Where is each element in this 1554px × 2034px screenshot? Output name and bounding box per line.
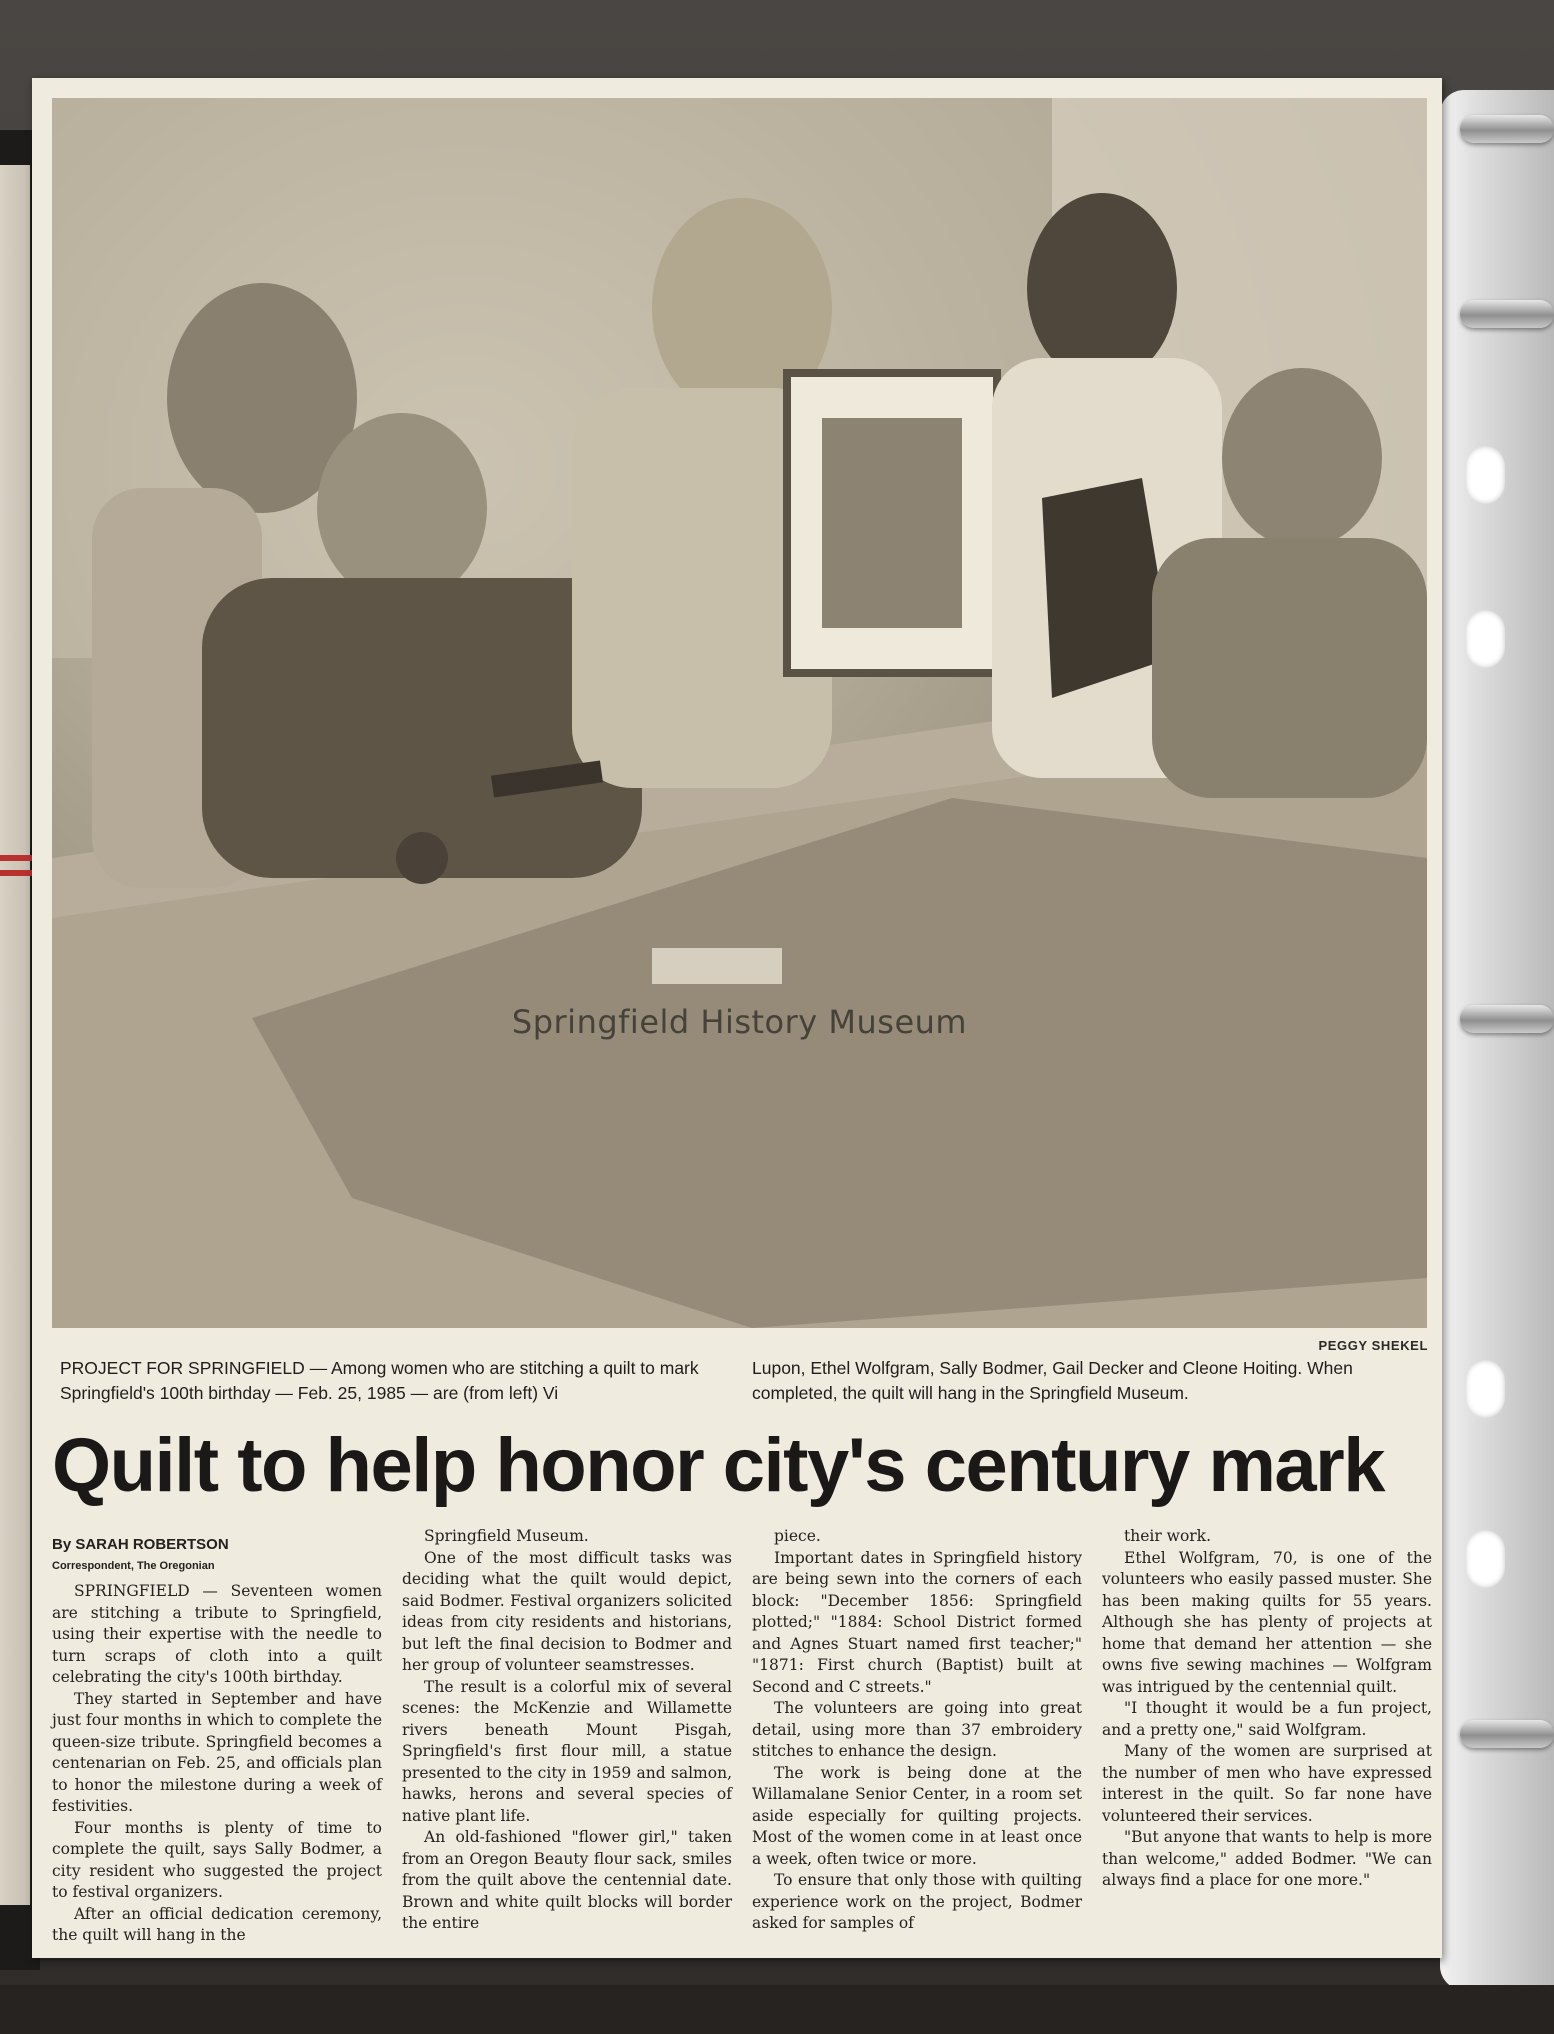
binder-ring <box>1460 300 1554 328</box>
article-column-4 <box>1102 1526 1432 1892</box>
news-photo <box>52 98 1427 1328</box>
paragraph: The work is being done at the Willamalane Senior Center, in a room set aside especially for quilting projects. Most of the women come in at least once a week, often twice or more. <box>752 1763 1082 1868</box>
binder-ring <box>1460 1005 1554 1033</box>
article-headline: Quilt to help honor city's century mark <box>52 1423 1385 1508</box>
sheet-protector-edge <box>1440 90 1554 1990</box>
museum-watermark: Springfield History Museum <box>511 1003 968 1041</box>
photo-scene <box>52 98 1427 1328</box>
paragraph: Many of the women are surprised at the number of men who have expressed interest in the quilt. So far none have volunteered their services. <box>1102 1742 1432 1825</box>
article-column-2 <box>402 1526 732 1935</box>
paragraph: Ethel Wolfgram, 70, is one of the volunteers who easily passed muster. She has been making quilts for 55 years. Although she has plenty of projects at home that demand her attention — she owns five sewing machines — Wolfgram was intrigued by the centennial quilt. <box>1102 1548 1432 1696</box>
paragraph: their work. <box>1124 1527 1212 1545</box>
red-stripe <box>0 870 34 876</box>
paragraph: After an official dedication ceremony, the quilt will hang in the <box>52 1904 382 1944</box>
paragraph: One of the most difficult tasks was deciding what the quilt would depict, said Bodmer. Festival organizers solicited ideas from city residents and historians, but left the final decision to Bodmer and her group of volunteer seamstresses. <box>402 1548 732 1674</box>
photo-caption-left: PROJECT FOR SPRINGFIELD — Among women who are stitching a quilt to mark Springfield's 100th birthday — Feb. 25, 1985 — are (from left) Vi <box>60 1358 699 1403</box>
paragraph: The volunteers are going into great detail, using more than 37 embroidery stitches to enhance the design. <box>752 1699 1082 1760</box>
binder-ring <box>1460 1720 1554 1748</box>
paragraph: An old-fashioned "flower girl," taken from an Oregon Beauty flour sack, smiles from the quilt above the centennial date. Brown and white quilt blocks will border the entire <box>402 1828 732 1932</box>
photo-credit: PEGGY SHEKEL <box>1318 1338 1428 1353</box>
article-column-1 <box>52 1526 382 1947</box>
binder-ring <box>1460 115 1554 143</box>
paragraph: "I thought it would be a fun project, and a pretty one," said Wolfgram. <box>1102 1699 1432 1739</box>
photo-caption-right: Lupon, Ethel Wolfgram, Sally Bodmer, Gail Decker and Cleone Hoiting. When completed, the quilt will hang in the Springfield Museum. <box>752 1358 1353 1403</box>
paragraph: SPRINGFIELD — Seventeen women are stitching a tribute to Springfield, using their expertise with the needle to turn scraps of cloth into a quilt celebrating the city's 100th birthday. <box>52 1582 382 1686</box>
paragraph: Springfield Museum. <box>424 1527 589 1545</box>
punch-hole <box>1465 610 1505 668</box>
paragraph: "But anyone that wants to help is more than welcome," added Bodmer. "We can always find a place for one more." <box>1102 1828 1432 1889</box>
punch-hole <box>1465 446 1505 504</box>
binder-bottom <box>0 1985 1554 2034</box>
paragraph: The result is a colorful mix of several scenes: the McKenzie and Willamette rivers beneath Mount Pisgah, Springfield's first flour mill, a statue presented to the city in 1959 and salmon, hawks, herons and several species of native plant life. <box>402 1677 732 1825</box>
adjacent-page-edge <box>0 165 30 1905</box>
punch-hole <box>1465 1360 1505 1418</box>
byline-title: Correspondent, The Oregonian <box>52 1559 215 1572</box>
paragraph: They started in September and have just four months in which to complete the queen-size tribute. Springfield becomes a centenarian on Feb. 25, and officials plan to honor the milestone during a week of festivities. <box>52 1689 382 1815</box>
paragraph: piece. <box>774 1527 821 1545</box>
newspaper-clipping <box>32 78 1442 1958</box>
byline: By SARAH ROBERTSON <box>52 1536 229 1553</box>
punch-hole <box>1465 1530 1505 1588</box>
paragraph: Four months is plenty of time to complete the quilt, says Sally Bodmer, a city resident who suggested the project to festival organizers. <box>52 1818 382 1901</box>
red-stripe <box>0 855 34 861</box>
paragraph: To ensure that only those with quilting experience work on the project, Bodmer asked for samples of <box>752 1871 1082 1932</box>
paragraph: Important dates in Springfield history are being sewn into the corners of each block: "December 1856: Springfield plotted;" "1884: School District formed and Agnes Stuart named first teacher;" "1871: First church (Baptist) built at Second and C streets." <box>752 1548 1082 1696</box>
article-column-3 <box>752 1526 1082 1935</box>
